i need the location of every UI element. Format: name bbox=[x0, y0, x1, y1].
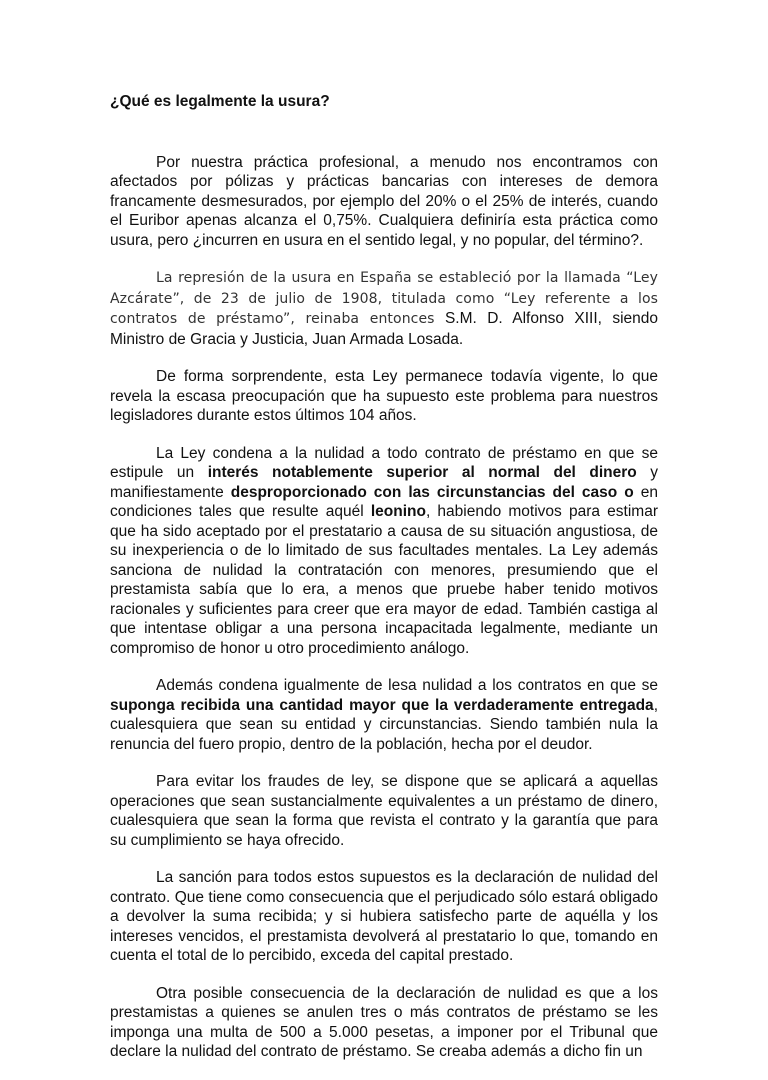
text-run: La Ley condena a la nulidad a todo contrato de préstamo en que se estipule un bbox=[110, 444, 658, 481]
bold-run: desproporcionado con las circunstancias del caso o bbox=[230, 483, 634, 501]
text-run: , cualesquiera que sean su entidad y circunstancias. Siendo también nula la renuncia del fuero propio, dentro de la población, hecha por el deudor. bbox=[110, 696, 658, 753]
paragraph-fraudes: Para evitar los fraudes de ley, se dispone que se aplicará a aquellas operaciones que sean sustancialmente equivalentes a un préstamo de dinero, cualesquiera que sean la forma que revista el contrato y la garantía que para su cumplimiento se haya ofrecido. bbox=[110, 773, 658, 849]
paragraph-intro: Por nuestra práctica profesional, a menudo nos encontramos con afectados por pólizas y prácticas bancarias con intereses de demora francamente desmesurados, por ejemplo del 20% o el 25% de interés, cuando el Euribor apenas alcanza el 0,75%. Cualquiera definiría esta práctica como usura, pero ¿incurren en usura en el sentido legal, y no popular, del término?. bbox=[110, 153, 658, 249]
document-page bbox=[110, 92, 658, 1080]
text-run: , habiendo motivos para estimar que ha sido aceptado por el prestatario a causa de su situación angustiosa, de su inexperiencia o de lo limitado de sus facultades mentales. La Ley además sanciona de nulidad la contratación con menores, presumiendo que el prestamista sabía que lo era, a menos que pruebe haber tenido motivos racionales y suficientes para creer que era mayor de edad. También castiga al que intentase obligar a una persona incapacitada legalmente, mediante un compromiso de honor u otro procedimiento análogo. bbox=[110, 503, 658, 657]
text-run: Además condena igualmente de lesa nulidad a los contratos en que se bbox=[156, 677, 658, 694]
paragraph-ley-azcarate-part-a: La represión de la usura en España se estableció por la llamada “Ley Azcárate”, de 23 de julio de 1908, titulada como “Ley referente a los contratos de préstamo”, reinaba entonces bbox=[110, 270, 658, 327]
paragraph-cantidad-mayor bbox=[110, 676, 658, 754]
text-run: y manifiestamente bbox=[110, 464, 659, 501]
paragraph-sancion: La sanción para todos estos supuestos es la declaración de nulidad del contrato. Que tiene como consecuencia que el perjudicado sólo estará obligado a devolver la suma recibida; y si hubiera satisfecho parte de aquélla y los intereses vencidos, el prestamista devolverá al prestatario lo que, tomando en cuenta el total de lo percibido, exceda del capital prestado. bbox=[110, 869, 658, 964]
paragraph-multa: Otra posible consecuencia de la declaración de nulidad es que a los prestamistas a quienes se anulen tres o más contratos de préstamo se les imponga una multa de 500 a 5.000 pesetas, a imponer por el Tribunal que declare la nulidad del contrato de préstamo. Se creaba además a dicho fin un bbox=[110, 984, 658, 1060]
paragraph-vigencia: De forma sorprendente, esta Ley permanece todavía vigente, lo que revela la escasa preocupación que ha supuesto este problema para nuestros legisladores durante estos últimos 104 años. bbox=[110, 368, 658, 424]
paragraph-ley-azcarate-part-b: S.M. D. Alfonso XIII, siendo Ministro de Gracia y Justicia, Juan Armada Losada. bbox=[110, 310, 658, 348]
paragraph-ley-azcarate bbox=[110, 268, 658, 349]
bold-run: suponga recibida una cantidad mayor que la verdaderamente entregada bbox=[110, 696, 654, 714]
bold-run: interés notablemente superior al normal del dinero bbox=[207, 464, 637, 481]
document-title: ¿Qué es legalmente la usura? bbox=[110, 93, 330, 110]
text-run: en condiciones tales que resulte aquél bbox=[110, 483, 658, 520]
bold-run: leonino bbox=[370, 503, 426, 520]
paragraph-nulidad bbox=[110, 444, 658, 659]
